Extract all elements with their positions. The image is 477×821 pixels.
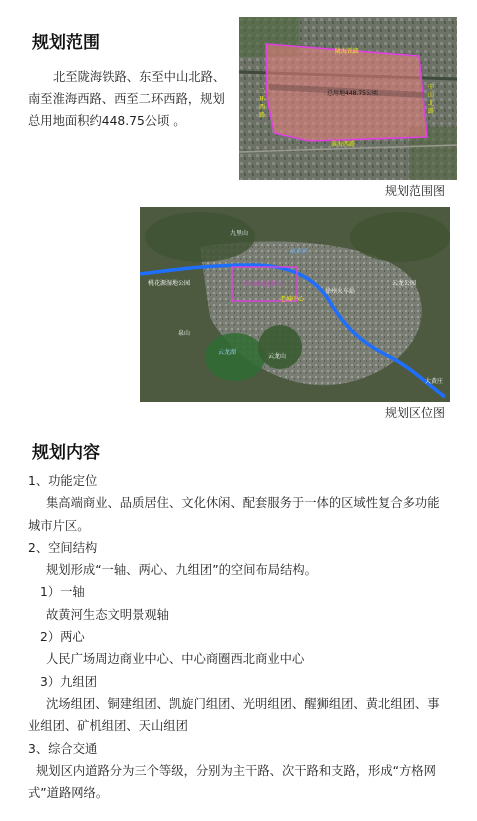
content-line: 1、功能定位 bbox=[28, 474, 98, 488]
range-paragraph-line2: 南至淮海西路、西至二环西路，规划 bbox=[28, 92, 225, 106]
content-line: 规划区内道路分为三个等级，分别为主干路、次干路和支路，形成“方格网 bbox=[36, 763, 436, 778]
label-xuzhoubei: 徐州火车站 bbox=[325, 288, 356, 295]
section-title-content: 规划内容 bbox=[32, 443, 100, 463]
label-south-road: 淮海西路 bbox=[331, 141, 356, 148]
label-dahuang: 大黄庄 bbox=[425, 378, 444, 385]
planning-range-map bbox=[239, 17, 457, 180]
content-line: 1）一轴 bbox=[40, 585, 85, 600]
content-line: 人民广场周边商业中心、中心商圈西北商业中心 bbox=[46, 652, 305, 667]
section-title-range: 规划范围 bbox=[32, 33, 100, 53]
content-line: 业组团、矿机组团、天山组团 bbox=[28, 719, 188, 734]
label-total-area: 总用地448.75公顷 bbox=[327, 90, 378, 97]
label-park: 桃花源湿地公园 bbox=[148, 280, 191, 287]
label-east: 云龙公园 bbox=[392, 280, 417, 287]
label-yunlonghu: 云龙湖 bbox=[218, 349, 237, 356]
content-line: 3）九组团 bbox=[40, 674, 98, 689]
caption-location-map: 规划区位图 bbox=[385, 406, 446, 420]
content-line: 规划形成“一轴、两心、九组团”的空间布局结构。 bbox=[46, 563, 317, 578]
label-north-road: 陇海铁路 bbox=[335, 48, 360, 55]
content-line: 2）两心 bbox=[40, 630, 85, 645]
label-yunlongshan: 云龙山 bbox=[268, 353, 287, 360]
label-center: 老城中心 bbox=[280, 296, 305, 303]
content-line: 沈场组团、铜建组团、凯旋门组团、光明组团、醒狮组团、黄北组团、事 bbox=[46, 696, 440, 711]
content-line: 3、综合交通 bbox=[28, 741, 98, 756]
content-line: 2、空间结构 bbox=[28, 540, 98, 555]
content-line: 集高端商业、品质居住、文化休闲、配套服务于一体的区域性复合多功能 bbox=[46, 496, 440, 511]
caption-planning-range-map: 规划范围图 bbox=[385, 184, 446, 198]
content-line: 式”道路网络。 bbox=[28, 786, 109, 801]
label-jiulishan: 九里山 bbox=[230, 230, 249, 237]
label-quanshan: 泉山 bbox=[178, 330, 191, 337]
content-line: 城市片区。 bbox=[28, 518, 90, 533]
content-list bbox=[28, 470, 468, 804]
label-gugudao: 故黄河 bbox=[290, 248, 309, 255]
range-paragraph-line3: 总用地面积约448.75公顷 。 bbox=[28, 114, 186, 128]
range-paragraph-line1: 北至陇海铁路、东至中山北路、 bbox=[53, 70, 226, 84]
content-line: 故黄河生态文明景观轴 bbox=[46, 607, 169, 622]
label-west-road: 二环西路 bbox=[259, 88, 266, 119]
label-east-road: 中山北路 bbox=[428, 84, 435, 115]
location-map bbox=[140, 207, 450, 402]
label-zone: 中心商圈北片区 bbox=[241, 281, 284, 288]
